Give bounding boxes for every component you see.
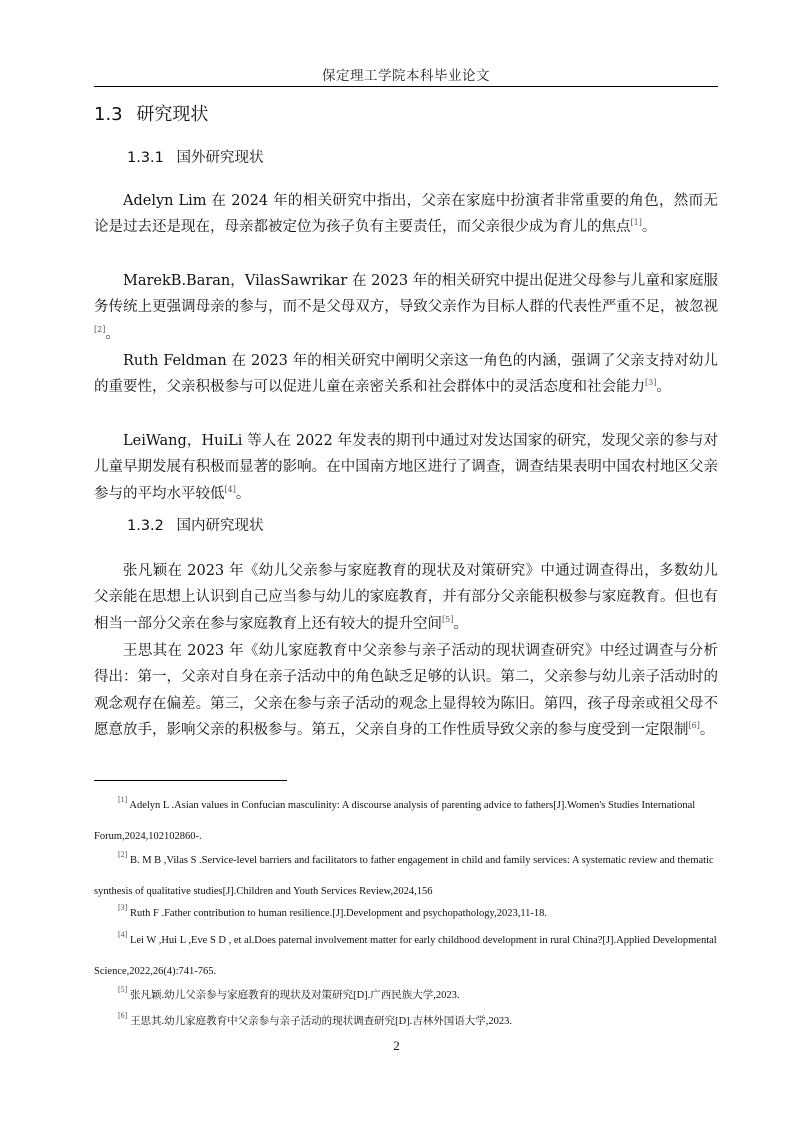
paragraph-marek-baran: MarekB.Baran，VilasSawrikar 在 2023 年的相关研究中提出促进父母参与儿童和家庭服务传统上更强调母亲的参与，而不是父母双方，导致父亲作为目标人群的代表性严重不足，被忽视[2]。 (94, 272, 718, 342)
footnote-2: [2] B. M B ,Vilas S .Service-level barriers and facilitators to father engagement in child and family services: A systematic review and thematic synthesis of qualitative studies[J].Children and Youth Services Review,2024,156 (94, 850, 714, 897)
paragraph-wang-siqi: 王思其在 2023 年《幼儿家庭教育中父亲参与亲子活动的现状调查研究》中经过调查与分析得出：第一，父亲对自身在亲子活动中的角色缺乏足够的认识。第二，父亲参与幼儿亲子活动时的观念观存在偏差。第三，父亲在参与亲子活动的观念上显得较为陈旧。第四，孩子母亲或祖父母不愿意放手，影响父亲的积极参与。第五，父亲自身的工作性质导致父亲的参与度受到一定限制[6]。 (94, 642, 718, 738)
paragraph-zhang-fanying: 张凡颖在 2023 年《幼儿父亲参与家庭教育的现状及对策研究》中通过调查得出，多数幼儿父亲能在思想上认识到自己应当参与幼儿的家庭教育，并有部分父亲能积极参与家庭教育。但也有相当一部分父亲在参与家庭教育上还有较大的提升空间[5]。 (94, 562, 718, 632)
subsection-heading-foreign (127, 146, 264, 167)
subsection-title: 国内研究现状 (176, 518, 264, 534)
footnote-separator (94, 780, 287, 781)
citation-ref[interactable]: [2] (94, 324, 106, 334)
section-title: 研究现状 (136, 104, 209, 125)
section-number: 1.3 (94, 104, 123, 125)
running-header: 保定理工学院本科毕业论文 (322, 68, 490, 84)
citation-ref[interactable]: [6] (688, 721, 700, 730)
footnote-3: [3] Ruth F .Father contribution to human resilience.[J].Development and psychopathology,2023,11-18. (118, 903, 548, 919)
header-rule (94, 86, 718, 87)
page-number: 2 (393, 1038, 400, 1053)
paragraph-lei-wang: LeiWang，HuiLi 等人在 2022 年发表的期刊中通过对发达国家的研究，发现父亲的参与对儿童早期发展有积极而显著的影响。在中国南方地区进行了调查，调查结果表明中国农村地区父亲参与的平均水平较低[4]。 (94, 432, 718, 502)
paragraph-ruth-feldman: Ruth Feldman 在 2023 年的相关研究中阐明父亲这一角色的内涵，强调了父亲支持对幼儿的重要性，父亲积极参与可以促进儿童在亲密关系和社会群体中的灵活态度和社会能力[3]。 (94, 352, 718, 395)
citation-ref[interactable]: [4] (224, 484, 236, 494)
footnote-4: [4] Lei W ,Hui L ,Eve S D , et al.Does paternal involvement matter for early childhood development in rural China?[J].Applied Developmental Science,2022,26(4):741-765. (94, 930, 717, 977)
citation-ref[interactable]: [3] (645, 378, 657, 387)
subsection-title: 国外研究现状 (176, 150, 264, 166)
paragraph-adelyn-lim: Adelyn Lim 在 2024 年的相关研究中指出，父亲在家庭中扮演者非常重要的角色，然而无论是过去还是现在，母亲都被定位为孩子负有主要责任，而父亲很少成为育儿的焦点[1]。 (94, 192, 718, 235)
footnote-1: [1] Adelyn L .Asian values in Confucian masculinity: A discourse analysis of parenting advice to fathers[J].Women's Studies International Forum,2024,102102860-. (94, 795, 696, 842)
citation-ref[interactable]: [5] (442, 614, 454, 624)
footnote-5: [5] 张凡颖.幼儿父亲参与家庭教育的现状及对策研究[D].广西民族大学,2023. (118, 985, 460, 1001)
subsection-number: 1.3.1 (127, 150, 164, 166)
citation-ref[interactable]: [1] (630, 218, 642, 227)
subsection-heading-domestic (127, 514, 264, 535)
section-heading (94, 100, 208, 126)
subsection-number: 1.3.2 (127, 518, 164, 534)
footnote-6: [6] 王思其.幼儿家庭教育中父亲参与亲子活动的现状调查研究[D].吉林外国语大学,2023. (118, 1011, 513, 1027)
